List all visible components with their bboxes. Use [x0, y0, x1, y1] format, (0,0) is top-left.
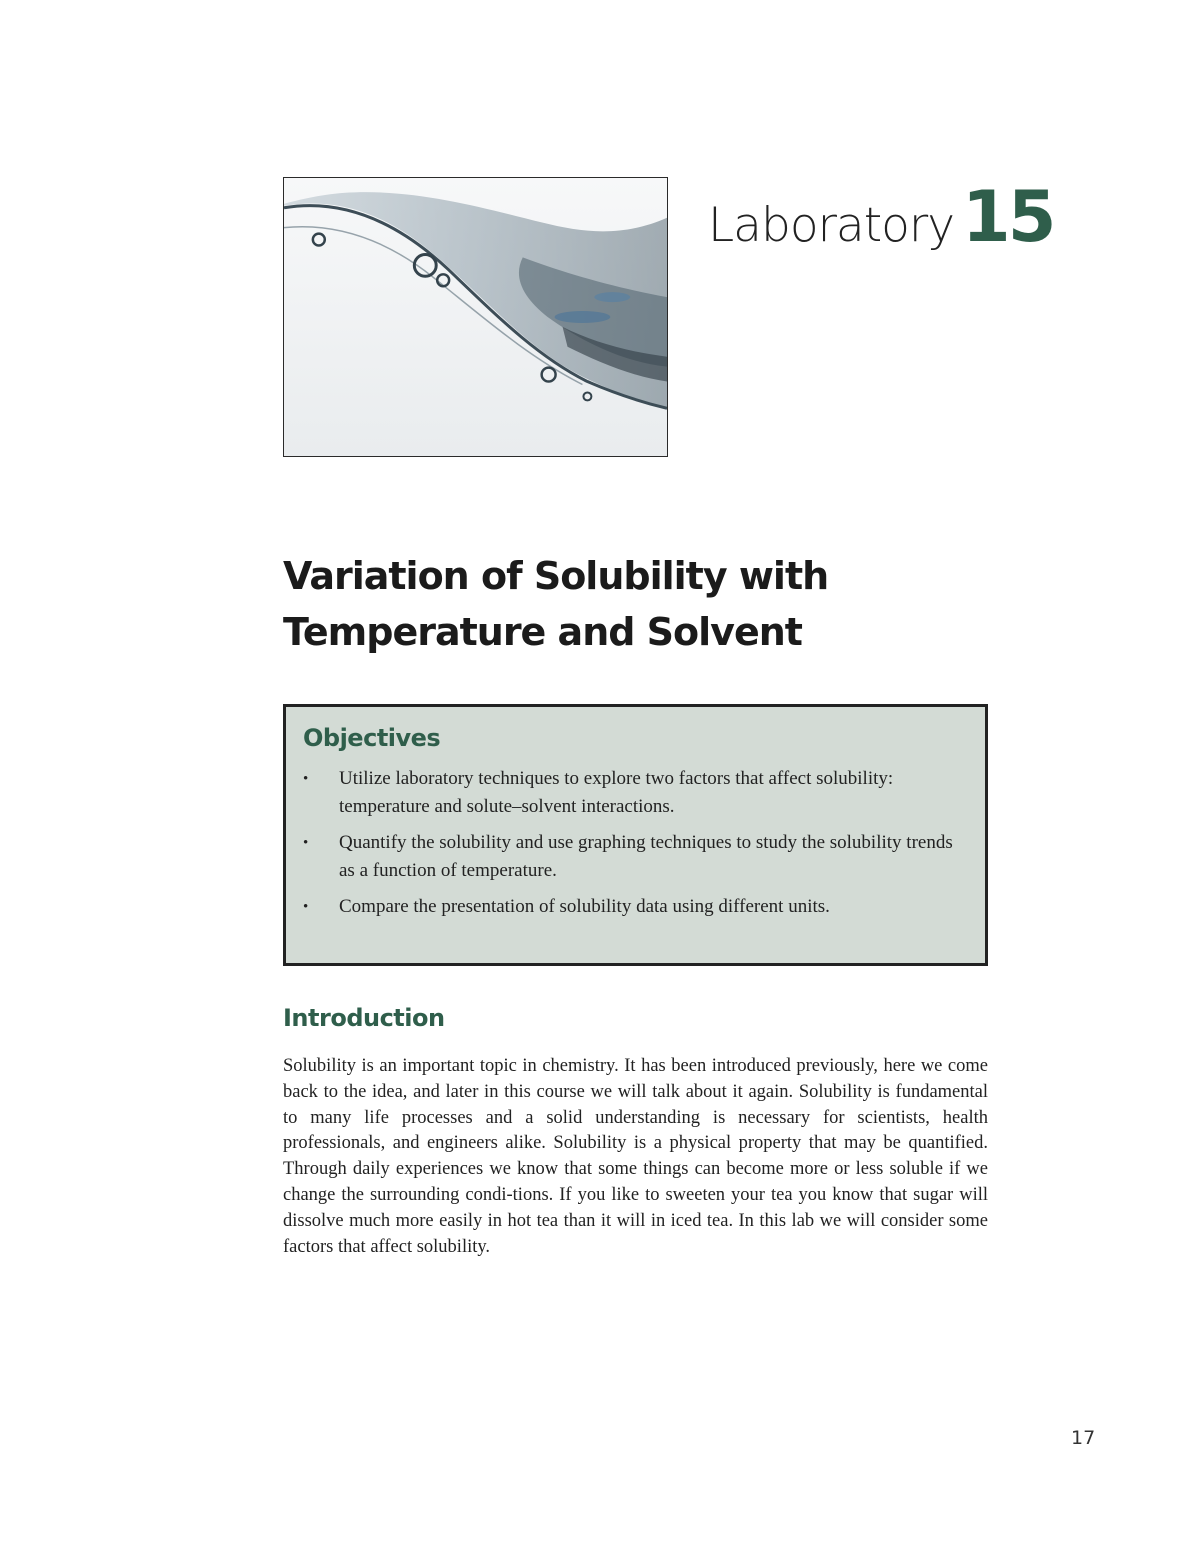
introduction-heading: Introduction: [283, 1004, 445, 1032]
objectives-heading: Objectives: [303, 724, 441, 752]
objective-text: Quantify the solubility and use graphing techniques to study the solubility trends as a function of temperature.: [339, 832, 953, 881]
bullet-icon: •: [303, 835, 309, 851]
introduction-paragraph: Solubility is an important topic in chemistry. It has been introduced previously, here we come back to the idea, and later in this course we will talk about it again. Solubility is fundamental to many life processes and a solid understanding is necessary for scientists, health professionals, and engineers alike. Solubility is a physical property that may be quantified. Through daily experiences we know that some things can become more or less soluble if we change the surrounding condi-tions. If you like to sweeten your tea you know that sugar will dissolve much more easily in hot tea than it will in iced tea. In this lab we will consider some factors that affect solubility.: [283, 1056, 988, 1257]
page-title-line-1: Variation of Solubility with: [283, 554, 829, 598]
water-wave-illustration: [284, 178, 667, 456]
page-title-line-2: Temperature and Solvent: [283, 610, 802, 654]
laboratory-label: Laboratory: [708, 198, 955, 253]
objective-text: Compare the presentation of solubility data using different units.: [339, 896, 830, 917]
objectives-list: [303, 765, 967, 921]
objectives-box: [283, 704, 988, 966]
objective-item: [303, 893, 967, 921]
laboratory-heading: [708, 176, 1053, 258]
objective-text: Utilize laboratory techniques to explore two factors that affect solubility: temperature and solute–solvent interactions.: [339, 768, 894, 817]
objective-item: [303, 765, 967, 821]
page-title: [283, 548, 1043, 660]
laboratory-number: 15: [962, 176, 1054, 258]
water-wave-image: [283, 177, 668, 457]
objective-item: [303, 829, 967, 885]
bullet-icon: •: [303, 899, 309, 915]
bullet-icon: •: [303, 771, 309, 787]
page-number: 17: [1071, 1427, 1096, 1449]
